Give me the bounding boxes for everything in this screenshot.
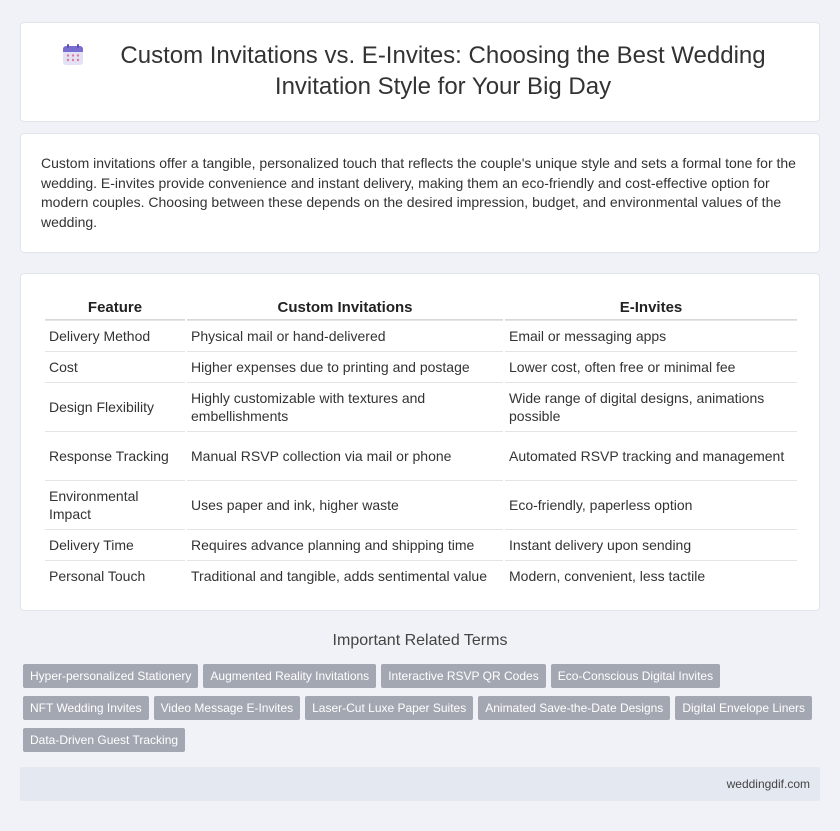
tag-video-message-e-invites[interactable]: Video Message E-Invites [154, 696, 301, 720]
related-tags [23, 664, 823, 760]
table-cell: Design Flexibility [45, 382, 185, 431]
tag-interactive-rsvp-qr-codes[interactable]: Interactive RSVP QR Codes [381, 664, 546, 688]
table-row [45, 320, 797, 351]
related-terms-title: Important Related Terms [332, 632, 508, 649]
table-cell: Cost [45, 351, 185, 382]
table-cell: Instant delivery upon sending [505, 529, 797, 560]
summary-text: Custom invitations offer a tangible, personalized touch that reflects the couple's unique style and sets a formal tone for the wedding. E-invites provide convenience and instant delivery, making them an eco-friendly and cost-effective option for modern couples. Choosing between these depends on the desired impression, budget, and environmental values of the wedding. [41, 155, 796, 230]
table-cell: Eco-friendly, paperless option [505, 480, 797, 529]
table-cell: Requires advance planning and shipping time [187, 529, 503, 560]
tag-nft-wedding-invites[interactable]: NFT Wedding Invites [23, 696, 149, 720]
table-row [45, 480, 797, 529]
tag-laser-cut-luxe-paper-suites[interactable]: Laser-Cut Luxe Paper Suites [305, 696, 473, 720]
title-wrap [21, 41, 819, 102]
tag-data-driven-guest-tracking[interactable]: Data-Driven Guest Tracking [23, 728, 185, 752]
tag-hyper-personalized-stationery[interactable]: Hyper-personalized Stationery [23, 664, 198, 688]
table-row [45, 560, 797, 591]
tag-digital-envelope-liners[interactable]: Digital Envelope Liners [675, 696, 812, 720]
tag-augmented-reality-invitations[interactable]: Augmented Reality Invitations [203, 664, 376, 688]
table-cell: Physical mail or hand-delivered [187, 320, 503, 351]
table-header-row [45, 296, 797, 320]
table-cell: Traditional and tangible, adds sentimental value [187, 560, 503, 591]
table-cell: Automated RSVP tracking and management [505, 431, 797, 480]
summary-card [20, 133, 820, 253]
comparison-table [43, 296, 799, 591]
table-cell: Environmental Impact [45, 480, 185, 529]
table-row [45, 431, 797, 480]
table-cell: Modern, convenient, less tactile [505, 560, 797, 591]
table-cell: Response Tracking [45, 431, 185, 480]
title-card [20, 22, 820, 122]
footer-site-link[interactable]: weddingdif.com [726, 777, 810, 791]
table-row [45, 351, 797, 382]
table-cell: Wide range of digital designs, animations possible [505, 382, 797, 431]
table-cell: Higher expenses due to printing and postage [187, 351, 503, 382]
table-row [45, 382, 797, 431]
table-cell: Manual RSVP collection via mail or phone [187, 431, 503, 480]
table-cell: Personal Touch [45, 560, 185, 591]
table-cell: Highly customizable with textures and embellishments [187, 382, 503, 431]
table-card [20, 273, 820, 611]
table-cell: Lower cost, often free or minimal fee [505, 351, 797, 382]
table-cell: Delivery Method [45, 320, 185, 351]
header-custom-invitations: Custom Invitations [187, 296, 503, 320]
table-cell: Uses paper and ink, higher waste [187, 480, 503, 529]
calendar-icon [61, 43, 85, 67]
tag-eco-conscious-digital-invites[interactable]: Eco-Conscious Digital Invites [551, 664, 720, 688]
table-row [45, 529, 797, 560]
page-title: Custom Invitations vs. E-Invites: Choosing the Best Wedding Invitation Style for Your Big Day [120, 42, 766, 100]
header-e-invites: E-Invites [505, 296, 797, 320]
table-cell: Email or messaging apps [505, 320, 797, 351]
footer [20, 767, 820, 801]
header-feature: Feature [45, 296, 185, 320]
tag-animated-save-the-date-designs[interactable]: Animated Save-the-Date Designs [478, 696, 670, 720]
table-cell: Delivery Time [45, 529, 185, 560]
